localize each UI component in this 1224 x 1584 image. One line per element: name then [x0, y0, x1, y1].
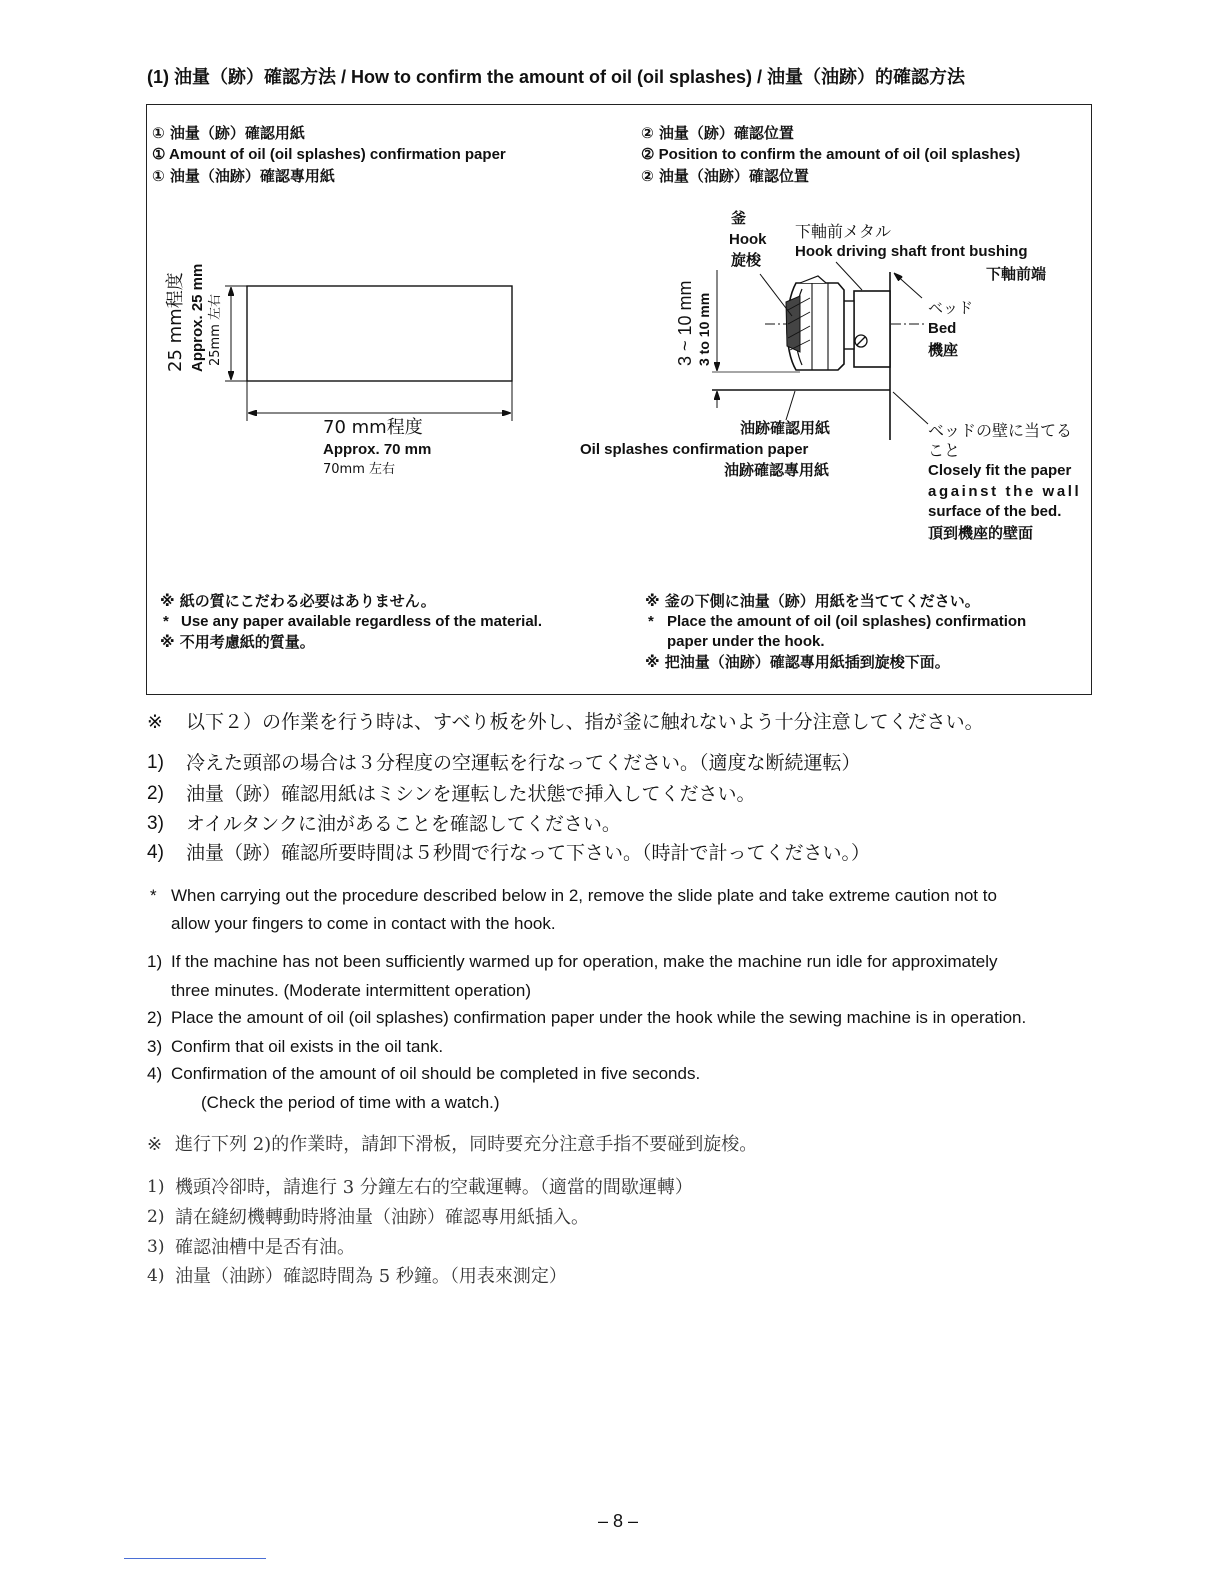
paper-size-diagram [150, 260, 530, 430]
ja-step-text: オイルタンクに油があることを確認してください。 [186, 813, 621, 835]
zh-step-num: 2) [147, 1207, 165, 1227]
right-heading-zh: ② 油量（油跡）確認位置 [641, 167, 809, 185]
bushing-front-leader [894, 273, 922, 298]
right-heading-en: ② Position to confirm the amount of oil (oil splashes) [641, 146, 1021, 163]
ja-step-text: 冷えた頭部の場合は３分程度の空運転を行なってください。（適度な断続運転） [186, 752, 861, 774]
ja-step-text: 油量（跡）確認所要時間は５秒間で行なって下さい。（時計で計ってください。） [186, 842, 871, 864]
en-step-num: 3) [147, 1037, 163, 1056]
en-step-line: Confirm that oil exists in the oil tank. [171, 1037, 444, 1056]
paper-leader [786, 391, 795, 420]
bushing-shape [854, 291, 890, 367]
wall-label-zh: 頂到機座的壁面 [928, 524, 1034, 542]
zh-step-text: 機頭冷卻時，請進行 3 分鐘左右的空載運轉。（適當的間歇運轉） [175, 1177, 693, 1198]
width-label-zh: 70mm 左右 [323, 462, 396, 477]
left-note-en-mark: * [163, 613, 169, 630]
width-label-en: Approx. 70 mm [323, 441, 432, 458]
en-caution-line: When carrying out the procedure described below in 2, remove the slide plate and take extreme caution not to [171, 886, 997, 905]
zh-step-num: 4) [147, 1266, 165, 1286]
right-note-en-mark: * [648, 613, 654, 630]
bed-wall-leader [893, 392, 928, 424]
ja-step-num: 3) [147, 813, 164, 834]
en-step-line: three minutes. (Moderate intermittent operation) [171, 981, 532, 1000]
en-step-line: Place the amount of oil (oil splashes) confirmation paper under the hook while the sewing machine is in operation. [171, 1008, 1027, 1027]
ja-step-num: 4) [147, 842, 164, 863]
bed-label-en: Bed [928, 320, 957, 337]
height-label-zh: 25mm 左右 [208, 293, 223, 366]
zh-caution-mark: ※ [147, 1134, 163, 1155]
gap-label-en: 3 to 10 mm [696, 292, 712, 366]
left-heading-zh: ① 油量（油跡）確認專用紙 [152, 167, 335, 185]
bed-label-ja: ベッド [928, 299, 974, 317]
en-step-line: (Check the period of time with a watch.) [201, 1093, 500, 1112]
footer-rule [124, 1558, 266, 1559]
zh-step-text: 油量（油跡）確認時間為 5 秒鐘。（用表來測定） [175, 1266, 567, 1287]
en-step-line: Confirmation of the amount of oil should be completed in five seconds. [171, 1064, 701, 1083]
en-step-num: 4) [147, 1064, 163, 1083]
left-heading-en: ① Amount of oil (oil splashes) confirmation paper [152, 146, 506, 163]
en-step-num: 2) [147, 1008, 163, 1027]
height-label-ja: 25 mm程度 [165, 272, 186, 372]
en-caution-mark: * [150, 886, 157, 905]
bushing-label-en: Hook driving shaft front bushing [795, 243, 1028, 260]
hook-leader [760, 274, 792, 316]
right-heading-ja: ② 油量（跡）確認位置 [641, 124, 794, 142]
hook-label-zh: 旋梭 [731, 251, 762, 269]
wall-label-ja-2: こと [928, 441, 961, 460]
bed-label-zh: 機座 [928, 341, 959, 359]
right-note-en-2: paper under the hook. [667, 633, 825, 650]
left-note-zh: ※ 不用考慮紙的質量。 [160, 633, 315, 651]
ja-caution-text: 以下２）の作業を行う時は、すべり板を外し、指が釜に触れないよう十分注意してください。 [186, 711, 984, 733]
left-heading-ja: ① 油量（跡）確認用紙 [152, 124, 305, 142]
bushing-label-zh: 下軸前端 [986, 265, 1047, 283]
en-caution-line: allow your fingers to come in contact with the hook. [171, 914, 556, 933]
wall-label-en-2: against the wall [928, 483, 1082, 500]
wall-label-en-1: Closely fit the paper [928, 462, 1072, 479]
en-step-num: 1) [147, 952, 163, 971]
ja-step-text: 油量（跡）確認用紙はミシンを運転した状態で挿入してください。 [186, 783, 756, 805]
zh-step-num: 1) [147, 1177, 165, 1197]
paper-label-ja: 油跡確認用紙 [740, 419, 831, 437]
gap-label-ja: 3 ~ 10 mm [675, 280, 695, 366]
ja-caution-mark: ※ [147, 711, 163, 733]
zh-caution-text: 進行下列 2)的作業時，請卸下滑板，同時要充分注意手指不要碰到旋梭。 [175, 1134, 758, 1155]
height-label-en: Approx. 25 mm [189, 263, 206, 372]
hook-point [800, 276, 826, 283]
wall-label-ja-1: ベッドの壁に当てる [928, 421, 1073, 440]
confirmation-paper-shape [247, 286, 512, 381]
bushing-label-ja: 下軸前メタル [795, 222, 892, 241]
right-note-zh: ※ 把油量（油跡）確認專用紙插到旋梭下面。 [645, 653, 950, 671]
ja-step-num: 2) [147, 783, 164, 804]
ja-step-num: 1) [147, 752, 164, 773]
paper-label-en: Oil splashes confirmation paper [580, 441, 809, 458]
page-number: – 8 – [598, 1511, 639, 1531]
left-note-en: Use any paper available regardless of the material. [181, 613, 542, 630]
wall-label-en-3: surface of the bed. [928, 503, 1062, 520]
zh-step-num: 3) [147, 1237, 165, 1257]
left-note-ja: ※ 紙の質にこだわる必要はありません。 [160, 592, 436, 610]
zh-step-text: 確認油槽中是否有油。 [175, 1237, 355, 1258]
hook-label-en: Hook [729, 231, 767, 248]
width-label-ja: 70 mm程度 [323, 417, 423, 438]
hook-label-ja: 釜 [731, 209, 747, 227]
right-note-en-1: Place the amount of oil (oil splashes) confirmation [667, 613, 1027, 630]
page-title: (1) 油量（跡）確認方法 / How to confirm the amount of oil (oil splashes) / 油量（油跡）的確認方法 [147, 67, 966, 87]
en-step-line: If the machine has not been sufficiently warmed up for operation, make the machine run idle for approximately [171, 952, 998, 971]
paper-label-zh: 油跡確認專用紙 [724, 461, 830, 479]
right-note-ja: ※ 釜の下側に油量（跡）用紙を当ててください。 [645, 592, 980, 610]
zh-step-text: 請在縫紉機轉動時將油量（油跡）確認專用紙插入。 [175, 1207, 589, 1228]
